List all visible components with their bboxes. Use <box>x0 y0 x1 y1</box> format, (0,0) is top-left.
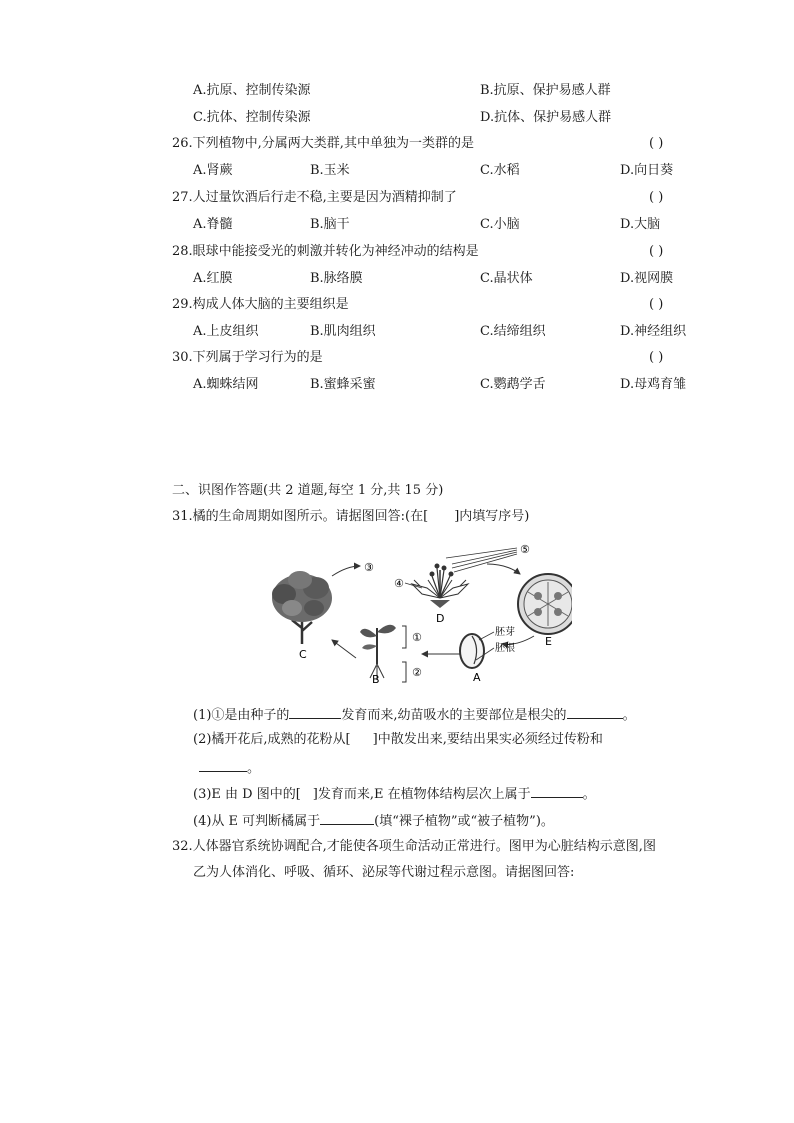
q26-option-c: C.水稻 <box>480 163 520 178</box>
q31-sub3 <box>193 784 596 804</box>
q26-option-a: A.肾蕨 <box>193 163 233 178</box>
figure-number-5: ⑤ <box>520 543 530 556</box>
figure-label-d: D <box>436 612 445 625</box>
q31-sub2-blank[interactable] <box>199 758 247 772</box>
q31-sub2-end: 。 <box>247 761 261 776</box>
q31-sub1-part2: 发育而来,幼苗吸水的主要部位是根尖的 <box>341 708 567 723</box>
q31-stem-part1: 31.橘的生命周期如图所示。请据图回答:(在[ <box>172 509 429 524</box>
bracket-1 <box>402 626 406 648</box>
bracket-2 <box>402 662 406 682</box>
q31-sub1-blank1[interactable] <box>289 705 341 719</box>
q29-option-a: A.上皮组织 <box>193 324 259 339</box>
q25-option-c: C.抗体、控制传染源 <box>193 110 311 125</box>
q30-stem: 30.下列属于学习行为的是 <box>172 350 323 365</box>
q25-option-a: A.抗原、控制传染源 <box>193 83 311 98</box>
q29-option-b: B.肌肉组织 <box>310 324 376 339</box>
q31-sub4-blank[interactable] <box>320 811 374 825</box>
radicle-label: 胚根 <box>495 643 515 654</box>
q31-sub1 <box>193 705 636 725</box>
q31-sub1-part1: (1)①是由种子的 <box>193 708 290 723</box>
seedling-illustration-b <box>360 625 396 680</box>
arrow-c-to-d <box>332 566 360 576</box>
figure-number-1: ① <box>412 631 422 644</box>
q30-answer-paren: ( ) <box>649 350 664 365</box>
q27-option-d: D.大脑 <box>620 217 661 232</box>
q27-option-a: A.脊髓 <box>193 217 233 232</box>
q27-option-c: C.小脑 <box>480 217 520 232</box>
tree-illustration-c <box>272 571 332 644</box>
q31-sub2-part2: ]中散发出来,要结出果实必须经过传粉和 <box>372 732 603 747</box>
figure-number-4: ④ <box>394 577 404 590</box>
q31-sub1-end: 。 <box>622 708 636 723</box>
figure-label-c: C <box>299 648 307 661</box>
q31-sub3-part1: (3)E 由 D 图中的[ <box>193 787 301 802</box>
arrow-d-to-e <box>487 564 520 574</box>
q28-option-a: A.红膜 <box>193 271 233 286</box>
figure-label-e: E <box>545 635 552 648</box>
embryo-bud-label: 胚芽 <box>495 627 515 638</box>
orange-life-cycle-figure <box>262 536 572 684</box>
q31-sub4-part2: (填“裸子植物”或“被子植物”)。 <box>374 814 554 829</box>
fruit-section-e <box>518 574 572 634</box>
q29-option-d: D.神经组织 <box>620 324 687 339</box>
q29-option-c: C.结缔组织 <box>480 324 546 339</box>
q29-stem: 29.构成人体大脑的主要组织是 <box>172 297 349 312</box>
figure-label-a: A <box>473 671 481 684</box>
pollen-lines <box>446 548 517 572</box>
q28-option-d: D.视网膜 <box>620 271 674 286</box>
q25-option-b: B.抗原、保护易感人群 <box>480 83 611 98</box>
q31-sub4-part1: (4)从 E 可判断橘属于 <box>193 814 321 829</box>
section-2-title: 二、识图作答题(共 2 道题,每空 1 分,共 15 分) <box>172 483 444 498</box>
q26-answer-paren: ( ) <box>649 136 664 151</box>
q32-stem-line2: 乙为人体消化、呼吸、循环、泌尿等代谢过程示意图。请据图回答: <box>193 865 575 880</box>
q27-answer-paren: ( ) <box>649 190 664 205</box>
q31-sub1-blank2[interactable] <box>567 705 623 719</box>
arrow-b-to-c <box>332 640 356 658</box>
q31-sub3-part2: ]发育而来,E 在植物体结构层次上属于 <box>312 787 531 802</box>
q30-option-c: C.鹦鹉学舌 <box>480 377 546 392</box>
q31-sub2 <box>193 731 603 749</box>
q31-stem-part2: ]内填写序号) <box>454 509 530 524</box>
q31-sub2-part1: (2)橘开花后,成熟的花粉从[ <box>193 732 351 747</box>
q28-answer-paren: ( ) <box>649 244 664 259</box>
q29-answer-paren: ( ) <box>649 297 664 312</box>
q28-option-b: B.脉络膜 <box>310 271 363 286</box>
figure-number-2: ② <box>412 666 422 679</box>
q32-stem-line1: 32.人体器官系统协调配合,才能使各项生命活动正常进行。图甲为心脏结构示意图,图 <box>172 839 656 854</box>
q30-option-d: D.母鸡育雏 <box>620 377 687 392</box>
q31-sub3-end: 。 <box>582 787 596 802</box>
figure-label-b: B <box>372 673 380 684</box>
figure-number-3: ③ <box>364 561 374 574</box>
seed-illustration-a <box>460 632 494 668</box>
q31-sub2-cont <box>199 758 260 778</box>
q28-stem: 28.眼球中能接受光的刺激并转化为神经冲动的结构是 <box>172 244 479 259</box>
q31-sub4 <box>193 811 554 831</box>
q28-option-c: C.晶状体 <box>480 271 533 286</box>
q25-option-d: D.抗体、保护易感人群 <box>480 110 612 125</box>
q26-option-b: B.玉米 <box>310 163 350 178</box>
q30-option-b: B.蜜蜂采蜜 <box>310 377 376 392</box>
q31-stem <box>172 508 529 526</box>
q26-stem: 26.下列植物中,分属两大类群,其中单独为一类群的是 <box>172 136 474 151</box>
q27-stem: 27.人过量饮酒后行走不稳,主要是因为酒精抑制了 <box>172 190 457 205</box>
q30-option-a: A.蜘蛛结网 <box>193 377 259 392</box>
q31-sub3-blank[interactable] <box>531 784 583 798</box>
q26-option-d: D.向日葵 <box>620 163 674 178</box>
q27-option-b: B.脑干 <box>310 217 350 232</box>
